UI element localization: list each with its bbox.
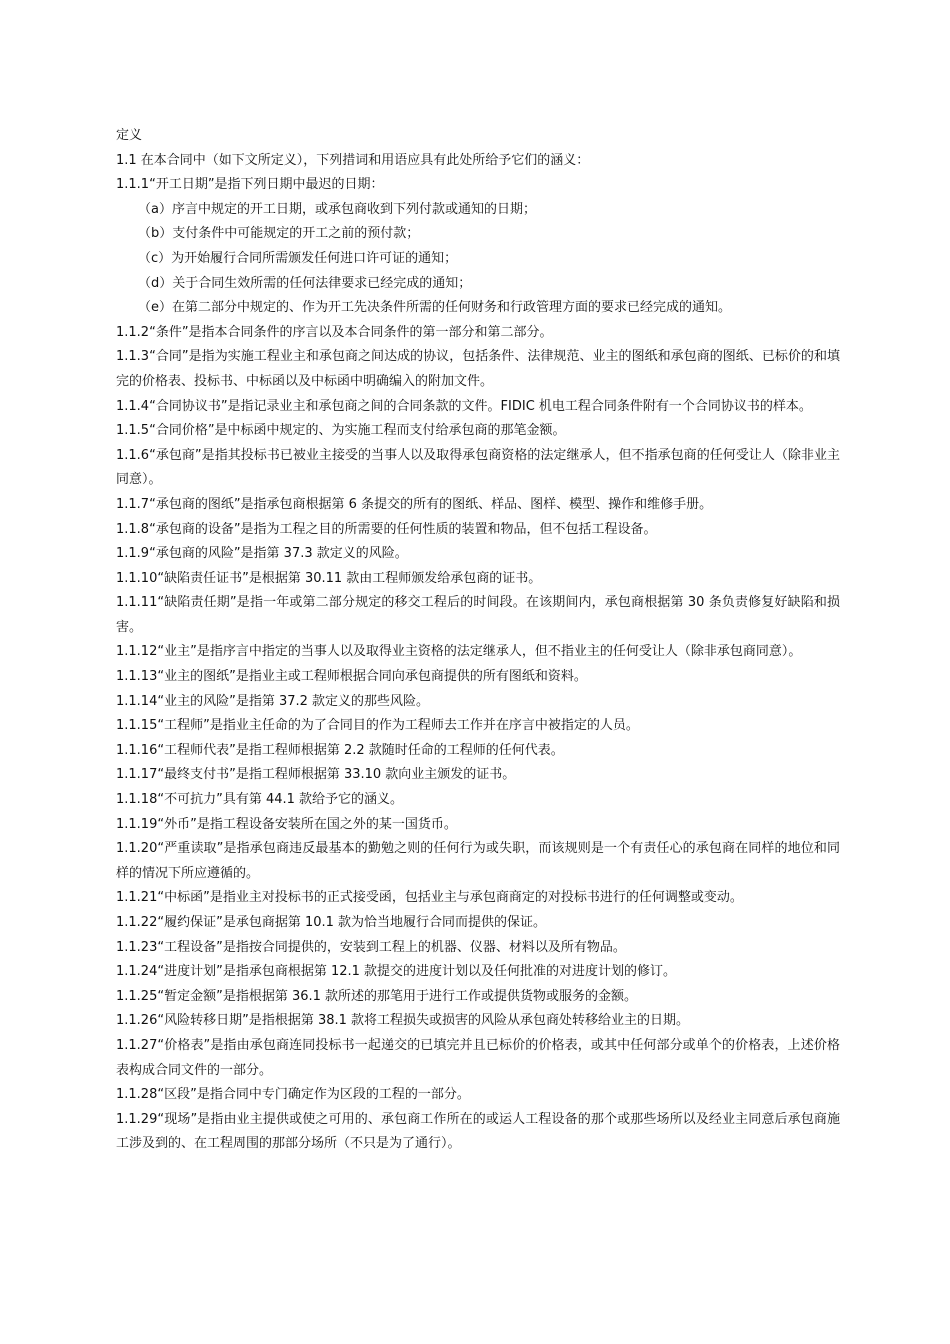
definition-paragraph: 1.1.9“承包商的风险”是指第 37.3 款定义的风险。 — [116, 546, 408, 562]
definition-paragraph: 1.1.11“缺陷责任期”是指一年或第二部分规定的移交工程后的时间段。在该期间内，承包商根据第 30 条负责修复好缺陷和损害。 — [116, 595, 840, 635]
definition-paragraph: 1.1.21“中标函”是指业主对投标书的正式接受函，包括业主与承包商商定的对投标书进行的任何调整或变动。 — [116, 890, 743, 906]
definition-paragraph: 1.1.8“承包商的设备”是指为工程之目的所需要的任何性质的装置和物品，但不包括工程设备。 — [116, 521, 657, 537]
definition-paragraph: 1.1.12“业主”是指序言中指定的当事人以及取得业主资格的法定继承人，但不指业主的任何受让人（除非承包商同意）。 — [116, 644, 802, 660]
list-item: （c）为开始履行合同所需颁发任何进口许可证的通知； — [138, 250, 458, 266]
definition-paragraph: 1.1.4“合同协议书”是指记录业主和承包商之间的合同条款的文件。FIDIC 机电工程合同条件附有一个合同协议书的样本。 — [116, 398, 812, 414]
definition-paragraph: 1.1.29“现场”是指由业主提供或使之可用的、承包商工作所在的或运人工程设备的那个或那些场所以及经业主同意后承包商施工涉及到的、在工程周围的那部分场所（不只是为了通行）。 — [116, 1111, 840, 1152]
definition-paragraph: 1.1.22“履约保证”是承包商据第 10.1 款为恰当地履行合同而提供的保证。 — [116, 915, 547, 930]
definition-paragraph: 1.1.5“合同价格”是中标函中规定的、为实施工程而支付给承包商的那笔金额。 — [116, 423, 566, 439]
definition-paragraph: 1.1.23“工程设备”是指按合同提供的，安装到工程上的机器、仪器、材料以及所有物品。 — [116, 939, 626, 955]
definition-paragraph: 1.1.6“承包商”是指其投标书已被业主接受的当事人以及取得承包商资格的法定继承人，但不指承包商的任何受让人（除非业主同意）。 — [116, 447, 840, 488]
list-item: （b）支付条件中可能规定的开工之前的预付款； — [138, 226, 420, 242]
list-item: （e）在第二部分中规定的、作为开工先决条件所需的任何财务和行政管理方面的要求已经完成的通知。 — [138, 300, 731, 316]
definition-paragraph: 1.1.19“外币”是指工程设备安装所在国之外的某一国货币。 — [116, 816, 457, 832]
definition-paragraph: 1.1.1“开工日期”是指下列日期中最迟的日期： — [116, 177, 384, 193]
definition-paragraph: 1.1.3“合同”是指为实施工程业主和承包商之间达成的协议，包括条件、法律规范、业主的图纸和承包商的图纸、已标价的和填完的价格表、投标书、中标函以及中标函中明确编入的附加文件。 — [116, 349, 840, 389]
definition-paragraph: 1.1.13“业主的图纸”是指业主或工程师根据合同向承包商提供的所有图纸和资料。 — [116, 669, 587, 685]
list-item: （d）关于合同生效所需的任何法律要求已经完成的通知； — [138, 275, 472, 291]
definition-paragraph: 1.1.28“区段”是指合同中专门确定作为区段的工程的一部分。 — [116, 1087, 470, 1103]
definition-paragraph: 1.1.26“风险转移日期”是指根据第 38.1 款将工程损失或损害的风险从承包商处转移给业主的日期。 — [116, 1013, 690, 1029]
definition-paragraph: 1.1.16“工程师代表”是指工程师根据第 2.2 款随时任命的工程师的任何代表。 — [116, 742, 564, 758]
definition-paragraph: 1.1.2“条件”是指本合同条件的序言以及本合同条件的第一部分和第二部分。 — [116, 324, 553, 340]
definition-paragraph: 1.1.25“暂定金额”是指根据第 36.1 款所述的那笔用于进行工作或提供货物或服务的金额。 — [116, 988, 638, 1004]
document-page — [116, 124, 840, 1157]
section-heading: 定义 — [116, 128, 143, 143]
paragraph-list — [116, 149, 840, 1157]
definition-paragraph: 1.1.14“业主的风险”是指第 37.2 款定义的那些风险。 — [116, 693, 430, 709]
definition-paragraph: 1.1.18“不可抗力”具有第 44.1 款给予它的涵义。 — [116, 792, 404, 808]
definition-paragraph: 1.1.7“承包商的图纸”是指承包商根据第 6 条提交的所有的图纸、样品、图样、模型、操作和维修手册。 — [116, 496, 713, 512]
definition-paragraph: 1.1.20“严重读取”是指承包商违反最基本的勤勉之则的任何行为或失职，而该规则是一个有责任心的承包商在同样的地位和同样的情况下所应遵循的。 — [116, 841, 840, 881]
definition-paragraph: 1.1.27“价格表”是指由承包商连同投标书一起递交的已填完并且已标价的价格表，或其中任何部分或单个的价格表，上述价格表构成合同文件的一部分。 — [116, 1037, 840, 1078]
definition-paragraph: 1.1.24“进度计划”是指承包商根据第 12.1 款提交的进度计划以及任何批准的对进度计划的修订。 — [116, 964, 677, 980]
definition-paragraph: 1.1.10“缺陷责任证书”是根据第 30.11 款由工程师颁发给承包商的证书。 — [116, 570, 542, 586]
definition-paragraph: 1.1.15“工程师”是指业主任命的为了合同目的作为工程师去工作并在序言中被指定的人员。 — [116, 718, 639, 734]
definition-paragraph: 1.1.17“最终支付书”是指工程师根据第 33.10 款向业主颁发的证书。 — [116, 767, 516, 783]
definition-paragraph: 1.1 在本合同中（如下文所定义），下列措词和用语应具有此处所给予它们的涵义： — [116, 152, 590, 168]
list-item: （a）序言中规定的开工日期，或承包商收到下列付款或通知的日期； — [138, 201, 536, 217]
